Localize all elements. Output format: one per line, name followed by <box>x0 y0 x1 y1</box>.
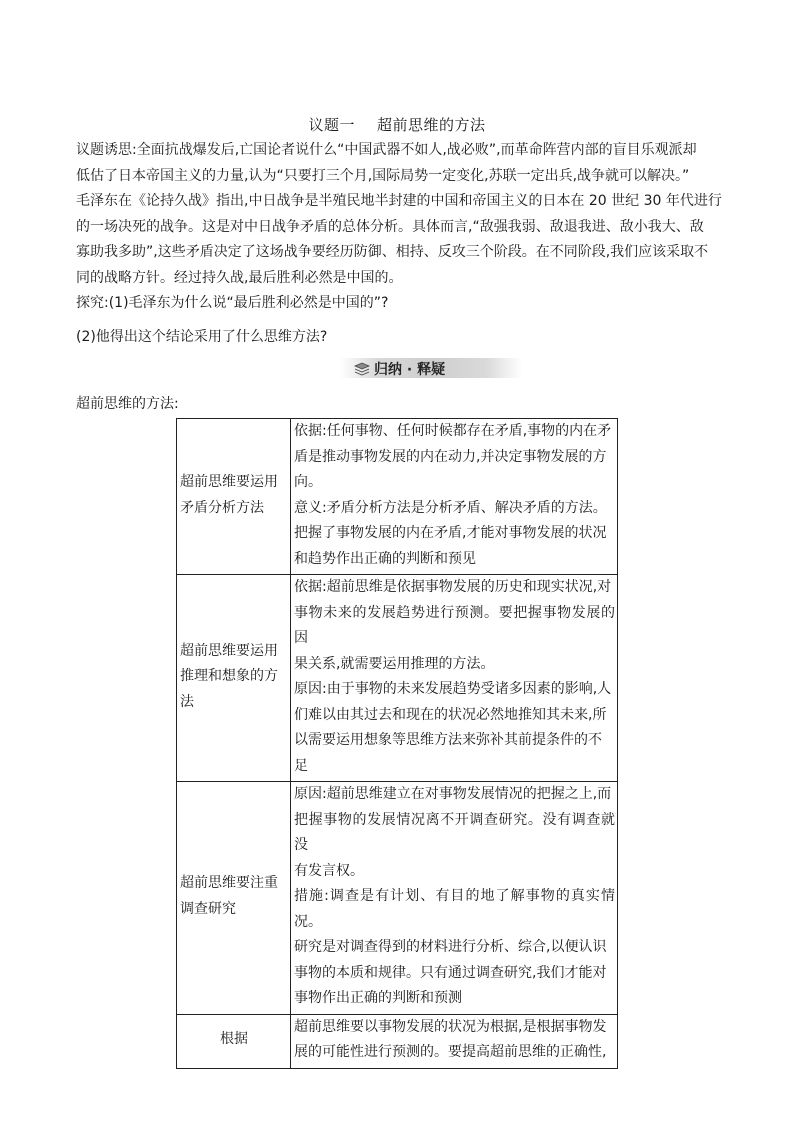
row-content <box>291 1014 618 1068</box>
row-content-line: 有发言权。 <box>294 862 364 879</box>
row-heading <box>177 782 291 1015</box>
row-heading <box>177 419 291 575</box>
explore-question-2: (2)他得出这个结论采用了什么思维方法? <box>76 329 328 345</box>
row-content-line: 原因:超前思维建立在对事物发展情况的把握之上,而 <box>294 786 612 802</box>
row-content-line: 意义:矛盾分析方法是分析矛盾、解决矛盾的方法。 <box>294 499 607 516</box>
row-heading-line: 法 <box>180 693 194 710</box>
section-label: 超前思维的方法: <box>76 396 179 412</box>
row-content <box>291 575 618 782</box>
row-content-line: 把握事物的发展情况离不开调查研究。没有调查就没 <box>294 811 615 853</box>
table-row <box>177 575 618 782</box>
table-row <box>177 782 618 1015</box>
intro-line: 议题诱思:全面抗战爆发后,亡国论者说什么“中国武器不如人,战必败”,而革命阵营内部的盲目乐观派却 <box>76 142 697 158</box>
intro-line: 低估了日本帝国主义的力量,认为“只要打三个月,国际局势一定变化,苏联一定出兵,战争就可以解决。” <box>76 167 690 184</box>
row-heading-line: 超前思维要运用 <box>180 474 278 490</box>
row-content-line: 研究是对调查得到的材料进行分析、综合,以便认识 <box>294 939 607 955</box>
title-topic-number: 议题一 <box>308 116 355 134</box>
row-heading-line: 矛盾分析方法 <box>180 499 264 516</box>
row-heading-line: 推理和想象的方 <box>180 668 278 685</box>
row-heading-line: 根据 <box>220 1031 248 1048</box>
row-content <box>291 419 618 575</box>
intro-line: 的一场决死的战争。这是对中日战争矛盾的总体分析。具体而言,“敌强我弱、敌退我进、敌小我大、敌 <box>76 218 704 235</box>
intro-line: 同的战略方针。经过持久战,最后胜利必然是中国的。 <box>76 269 403 286</box>
intro-line: 毛泽东在《论持久战》指出,中日战争是半殖民地半封建的中国和帝国主义的日本在 20 世纪 30 年代进行 <box>76 193 722 209</box>
row-content-line: 事物作出正确的判断和预测 <box>294 990 462 1006</box>
row-content-line: 展的可能性进行预测的。要提高超前思维的正确性, <box>294 1044 607 1060</box>
row-content-line: 事物的本质和规律。只有通过调查研究,我们才能对 <box>294 964 607 981</box>
row-content-line: 依据:超前思维是依据事物发展的历史和现实状况,对 <box>294 579 612 595</box>
title-topic-name: 超前思维的方法 <box>377 116 486 134</box>
row-heading-line: 调查研究 <box>180 900 236 917</box>
book-icon <box>354 361 370 375</box>
methods-table <box>176 418 618 1069</box>
explore-question-1: 探究:(1)毛泽东为什么说“最后胜利必然是中国的”? <box>76 295 389 311</box>
row-heading <box>177 575 291 782</box>
row-content-line: 盾是推动事物发展的内在动力,并决定事物发展的方 <box>294 448 607 465</box>
intro-paragraph <box>76 138 724 317</box>
row-content-line: 果关系,就需要运用推理的方法。 <box>294 655 495 672</box>
row-content <box>291 782 618 1015</box>
row-content-line: 足 <box>294 757 308 774</box>
table-row <box>177 419 618 575</box>
row-content-line: 原因:由于事物的未来发展趋势受诸多因素的影响,人 <box>294 681 612 697</box>
intro-line: 寡助我多助”,这些矛盾决定了这场战争要经历防御、相持、反攻三个阶段。在不同阶段,我们应该采取不 <box>76 244 709 260</box>
row-content-line: 们难以由其过去和现在的状况必然地推知其未来,所 <box>294 706 607 723</box>
row-content-line: 措施:调查是有计划、有目的地了解事物的真实情况。 <box>294 888 615 930</box>
row-heading-line: 超前思维要运用 <box>180 642 278 659</box>
row-content-line: 超前思维要以事物发展的状况为根据,是根据事物发 <box>294 1018 607 1035</box>
row-content-line: 把握了事物发展的内在矛盾,才能对事物发展的状况 <box>294 525 607 541</box>
table-row <box>177 1014 618 1068</box>
page-title <box>0 114 794 135</box>
row-content-line: 以需要运用想象等思维方法来弥补其前提条件的不 <box>294 732 602 748</box>
row-heading <box>177 1014 291 1068</box>
summary-banner <box>340 358 522 378</box>
row-heading-line: 超前思维要注重 <box>180 875 278 892</box>
row-content-line: 依据:任何事物、任何时候都存在矛盾,事物的内在矛 <box>294 423 612 439</box>
row-content-line: 向。 <box>294 474 322 490</box>
banner-label: 归纳 · 释疑 <box>374 362 446 378</box>
row-content-line: 和趋势作出正确的判断和预见 <box>294 550 476 567</box>
row-content-line: 事物未来的发展趋势进行预测。要把握事物发展的因 <box>294 604 615 646</box>
